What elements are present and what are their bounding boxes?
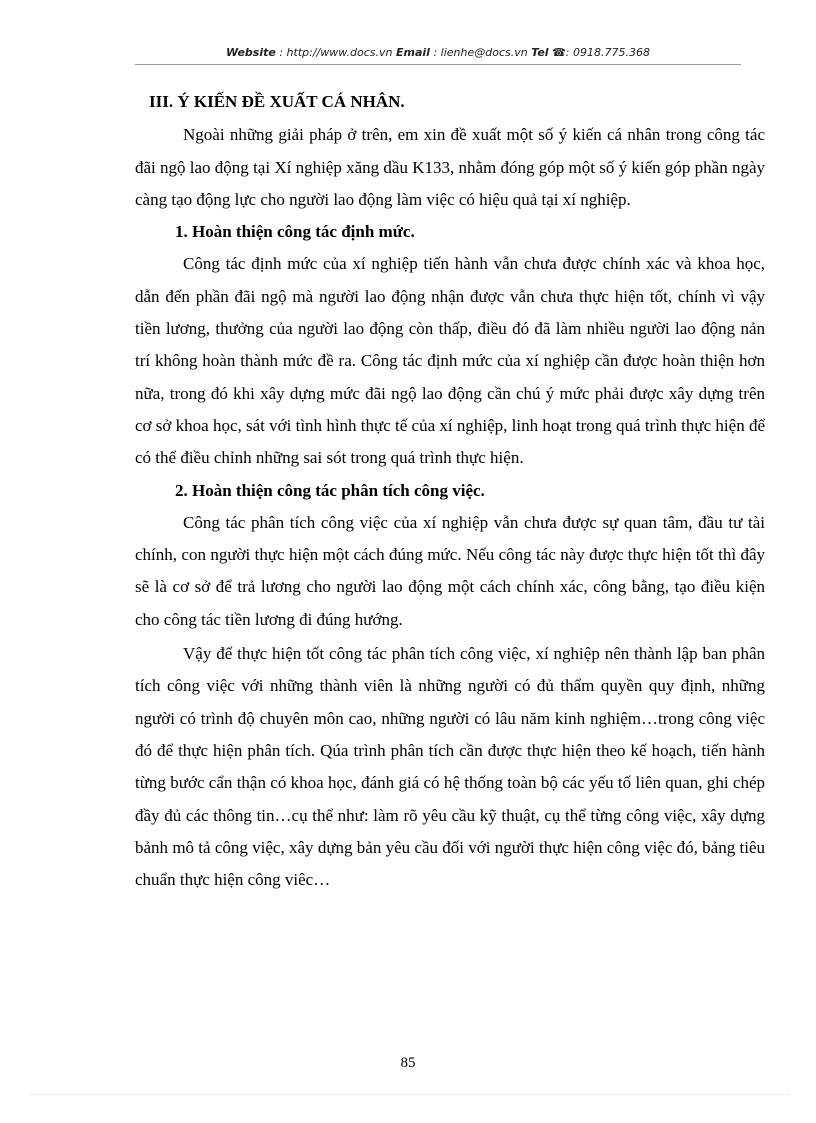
tel-label: Tel [531, 46, 549, 59]
footer-divider [30, 1094, 790, 1095]
page-number: 85 [400, 1055, 416, 1071]
subsection-2-paragraph-2: Vậy để thực hiện tốt công tác phân tích công việc, xí nghiệp nên thành lập ban phân tích công việc với những thành viên là những người có đủ thẩm quyền quy định, những người có trình độ chuyên môn cao, những người có lâu năm kinh nghiệm…trong công việc đó để thực hiện phân tích. Qúa trình phân tích cần được thực hiện theo kế hoạch, tiến hành từng bước cẩn thận có khoa học, đánh giá có hệ thống toàn bộ các yếu tố liên quan, ghi chép đầy đủ các thông tin…cụ thể như: làm rõ yêu cầu kỹ thuật, cụ thể từng công việc, xây dựng bảnh mô tả công việc, xây dựng bản yêu cầu đối với người thực hiện công việc đó, bảng tiêu chuẩn thực hiện công viêc… [135, 644, 765, 890]
email-value: : lienhe@docs.vn [429, 46, 532, 59]
phone-icon: ☎ [552, 46, 566, 59]
website-value: : http://www.docs.vn [275, 46, 397, 59]
subsection-heading-1: 1. Hoàn thiện công tác định mức. [175, 222, 415, 242]
header-divider [135, 64, 741, 65]
document-body [135, 86, 765, 896]
subsection-2-paragraph-1: Công tác phân tích công việc của xí nghiệp vẫn chưa được sự quan tâm, đầu tư tài chính, con người thực hiện một cách đúng mức. Nếu công tác này được thực hiện tốt thì đây sẽ là cơ sở để trả lương cho người lao động một cách chính xác, công bằng, tạo điều kiện cho công tác tiền lương đi đúng hướng. [135, 512, 765, 629]
subsection-1-paragraph-1: Công tác định mức của xí nghiệp tiến hành vẫn chưa được chính xác và khoa học, dẫn đến phần đãi ngộ mà người lao động nhận được vẫn chưa thực hiện tốt, chính vì vậy tiền lương, thưởng của người lao động còn thấp, điều đó đã làm nhiều người lao động nản trí không hoàn thành mức đề ra. Công tác định mức của xí nghiệp cần được hoàn thiện hơn nữa, trong đó khi xây dựng mức đãi ngộ lao động cần chú ý mức phải được xây dựng trên cơ sở khoa học, sát với tình hình thực tế của xí nghiệp, linh hoạt trong quá trình thực hiện để có thể điều chỉnh những sai sót trong quá trình thực hiện. [135, 254, 765, 468]
email-label: Email [396, 46, 430, 59]
page-header [135, 46, 741, 59]
section-intro: Ngoài những giải pháp ở trên, em xin đề xuất một số ý kiến cá nhân trong công tác đãi ngộ lao động tại Xí nghiệp xăng dầu K133, nhằm đóng góp một số ý kiến góp phần ngày càng tạo động lực cho người lao động làm việc có hiệu quả tại xí nghiệp. [135, 125, 765, 209]
section-title: III. Ý KIẾN ĐỀ XUẤT CÁ NHÂN. [149, 92, 405, 111]
tel-value: : 0918.775.368 [565, 46, 650, 59]
subsection-heading-2: 2. Hoàn thiện công tác phân tích công việc. [175, 480, 485, 500]
website-label: Website [226, 46, 276, 59]
